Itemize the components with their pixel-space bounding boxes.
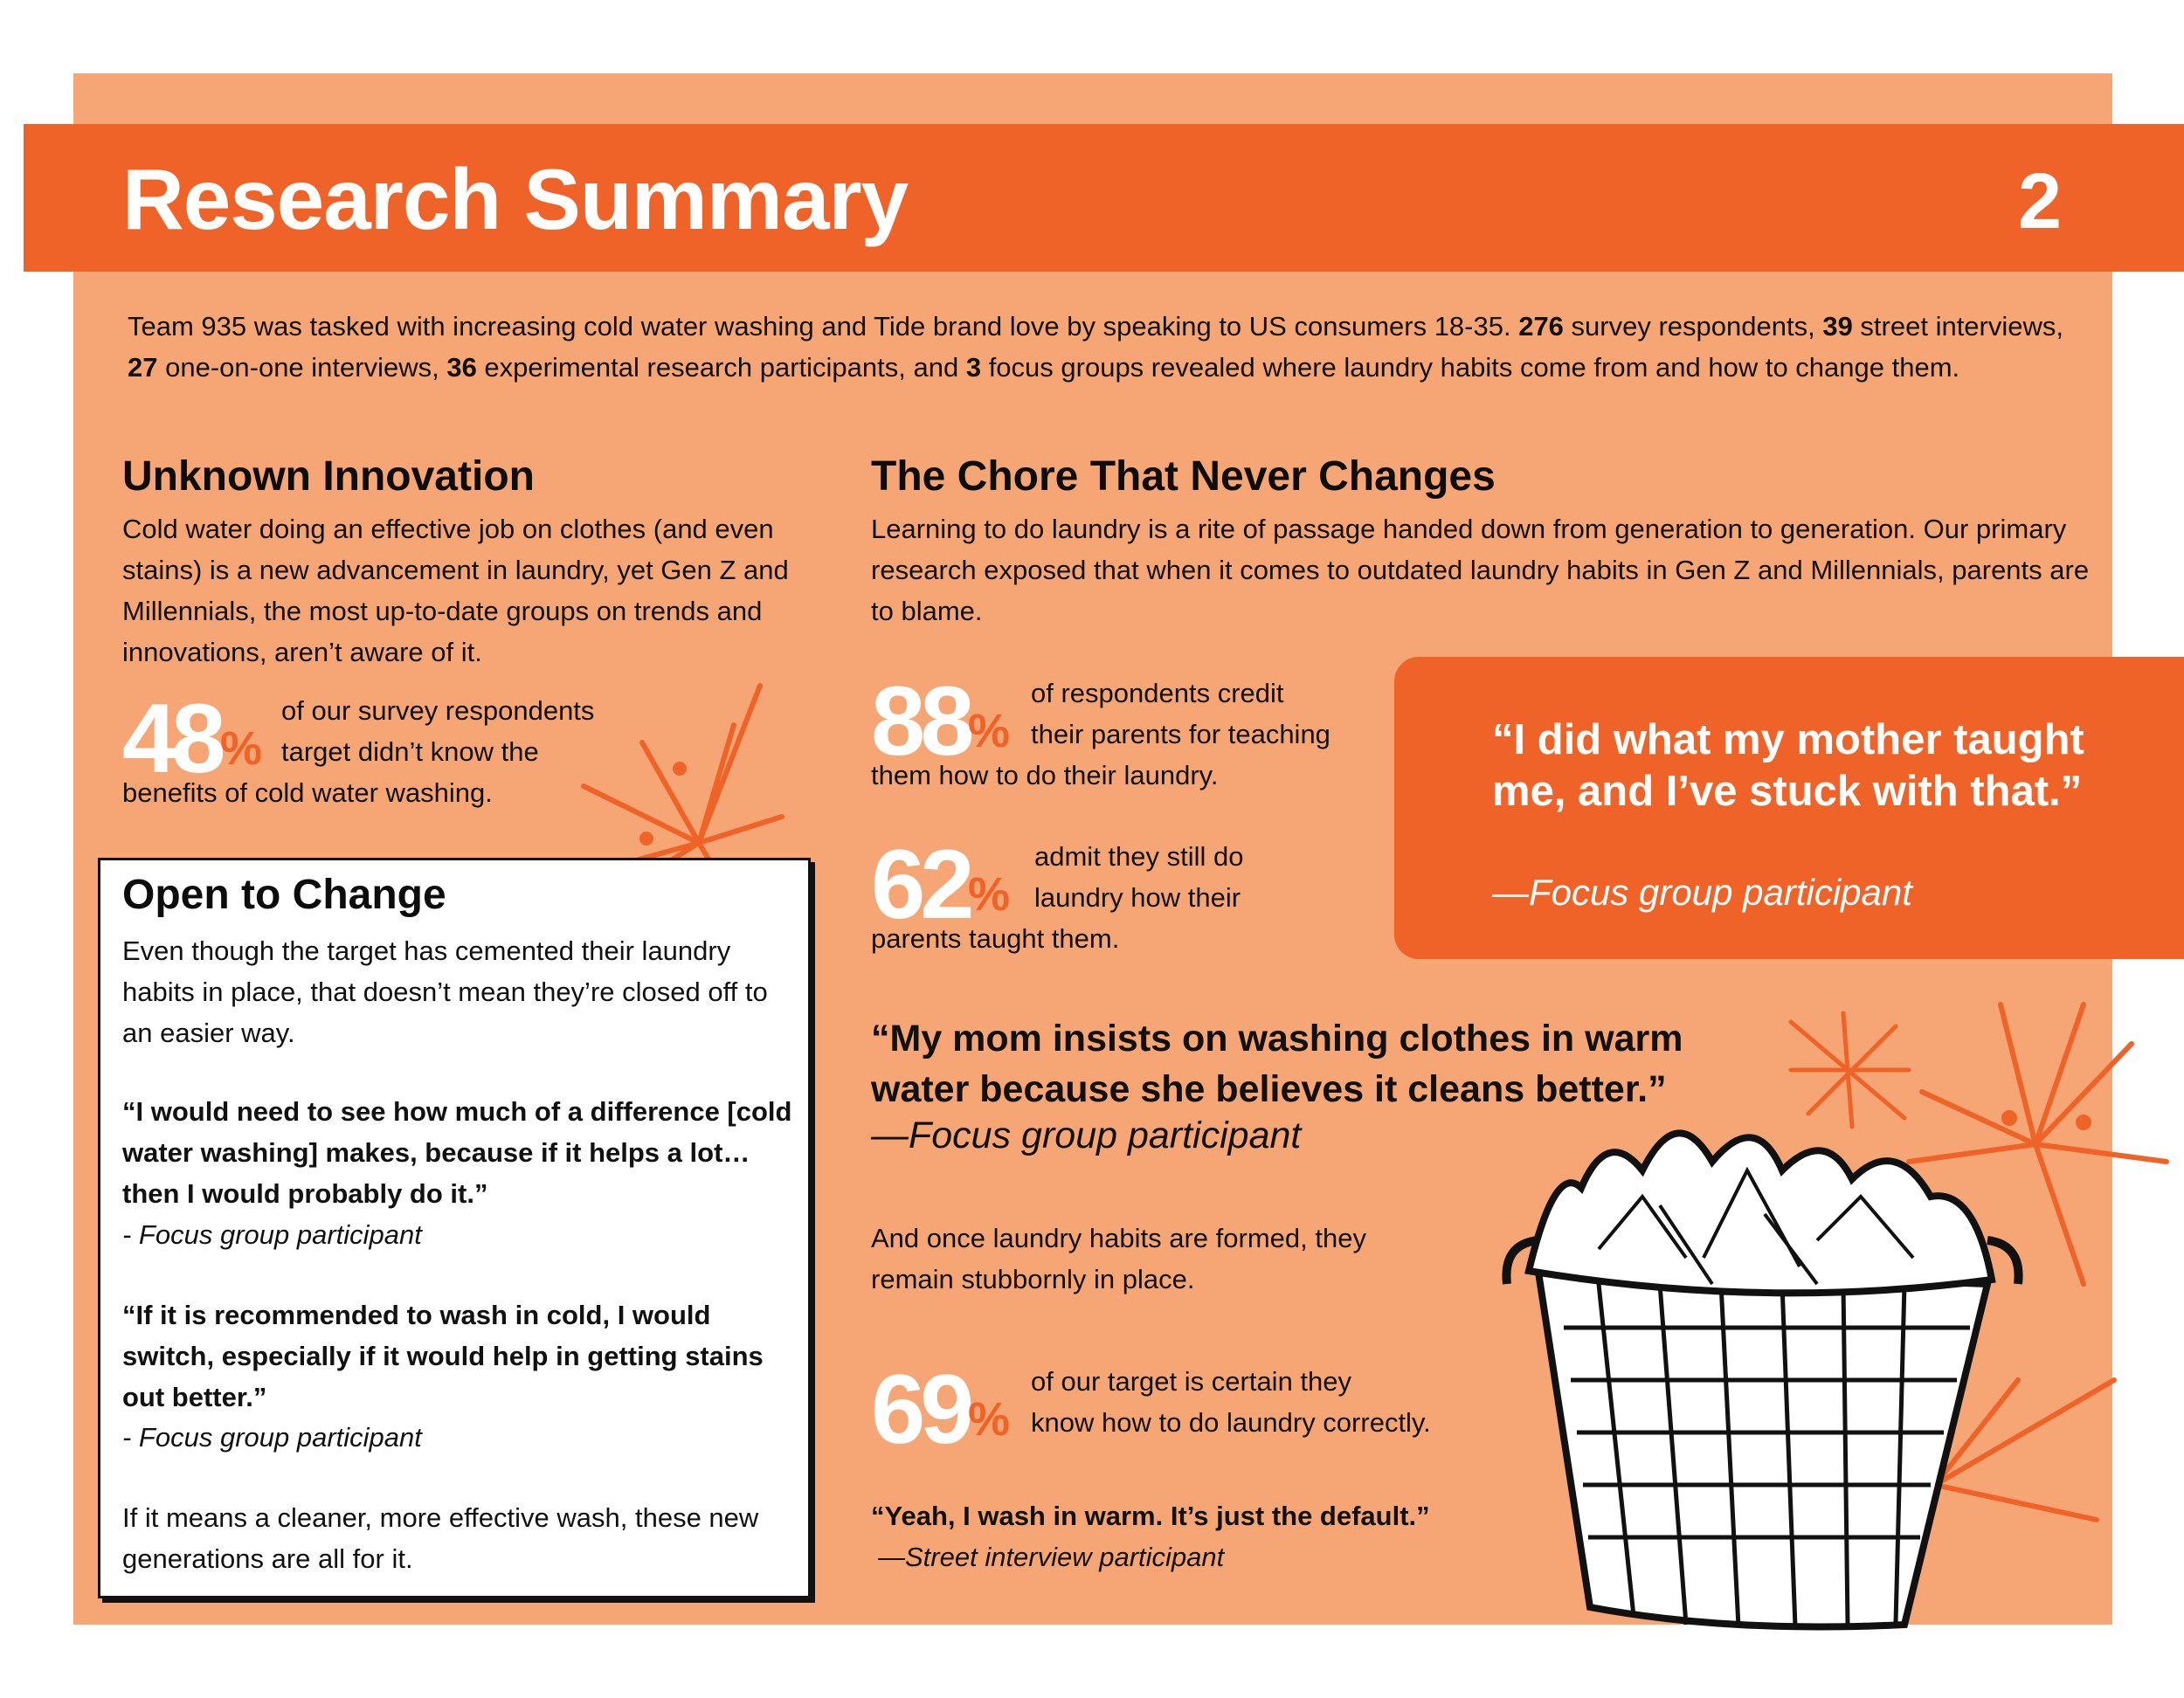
chore-heading: The Chore That Never Changes <box>871 453 1496 500</box>
unknown-innovation-body: Cold water doing an effective job on clothes (and even stains) is a new advancement in laundry, yet Gen Z and Millennials, the most up-to-date groups on trends and innovations, aren’t aware of it. <box>122 514 789 667</box>
stat-69-line1: of our target is certain they <box>1031 1366 1352 1397</box>
open-to-change-heading: Open to Change <box>122 872 446 918</box>
stat-62-line1: admit they still do <box>1034 841 1244 872</box>
stat-69-line2: know how to do laundry correctly. <box>1031 1407 1431 1438</box>
habits-text: And once laundry habits are formed, they remain stubbornly in place. <box>871 1223 1366 1294</box>
mom-warm-water-attribution: —Focus group participant <box>871 1115 1302 1156</box>
stat-48-line3: benefits of cold water washing. <box>122 777 493 808</box>
page-number: 2 <box>2018 158 2063 245</box>
stat-88-number: 88 <box>871 666 970 776</box>
intro-paragraph: Team 935 was tasked with increasing cold water washing and Tide brand love by speaking to US consumers 18-35. 276 survey respondents, 39 street interviews, 27 one-on-one interviews, 36 experimental research participants, and 3 focus groups revealed where laundry habits come from and how to change them. <box>128 311 2064 383</box>
open-to-change-quote-1: “I would need to see how much of a difference [cold water washing] makes, because if it helps a lot… then I would probably do it.” <box>122 1096 792 1209</box>
default-quote-attribution: —Street interview participant <box>878 1542 1225 1572</box>
stat-88-line3: them how to do their laundry. <box>871 760 1219 790</box>
mom-warm-water-quote: “My mom insists on washing clothes in warm water because she believes it cleans better.” <box>871 1018 1683 1110</box>
open-to-change-closing: If it means a cleaner, more effective wash, these new generations are all for it. <box>122 1502 759 1574</box>
stat-88-line1: of respondents credit <box>1031 678 1284 708</box>
open-to-change-attr-2: - Focus group participant <box>122 1422 422 1453</box>
mother-quote-box <box>1394 657 2184 959</box>
stat-88-percent: % <box>968 705 1011 757</box>
stat-62-line2: laundry how their <box>1034 882 1241 913</box>
stat-88-line2: their parents for teaching <box>1031 719 1330 749</box>
page-title: Research Summary <box>122 151 909 247</box>
mother-quote-attribution: —Focus group participant <box>1492 872 1912 913</box>
stat-48-percent: % <box>220 722 263 775</box>
stat-62-line3: parents taught them. <box>871 923 1120 954</box>
stat-48-number: 48 <box>122 684 221 793</box>
mother-quote: “I did what my mother taught me, and I’ve stuck with that.” <box>1492 716 2084 815</box>
open-to-change-attr-1: - Focus group participant <box>122 1219 422 1250</box>
open-to-change-body: Even though the target has cemented their laundry habits in place, that doesn’t mean they’re closed off to an easier way. <box>122 935 768 1048</box>
stat-62-number: 62 <box>871 830 970 939</box>
open-to-change-quote-2: “If it is recommended to wash in cold, I would switch, especially if it would help in getting stains out better.” <box>122 1300 764 1412</box>
open-to-change-card <box>98 858 811 1598</box>
unknown-innovation-heading: Unknown Innovation <box>122 453 535 500</box>
stat-48-line1: of our survey respondents <box>281 695 595 726</box>
stat-48-line2: target didn’t know the <box>281 736 539 767</box>
stat-69-number: 69 <box>871 1355 970 1464</box>
chore-body: Learning to do laundry is a rite of passage handed down from generation to generation. Our primary research exposed that when it comes to outdated laundry habits in Gen Z and Millennials, parents are to blame. <box>871 514 2090 626</box>
stat-62-percent: % <box>968 868 1011 921</box>
stat-69-percent: % <box>968 1393 1011 1446</box>
default-quote: “Yeah, I wash in warm. It’s just the default.” <box>871 1501 1430 1531</box>
